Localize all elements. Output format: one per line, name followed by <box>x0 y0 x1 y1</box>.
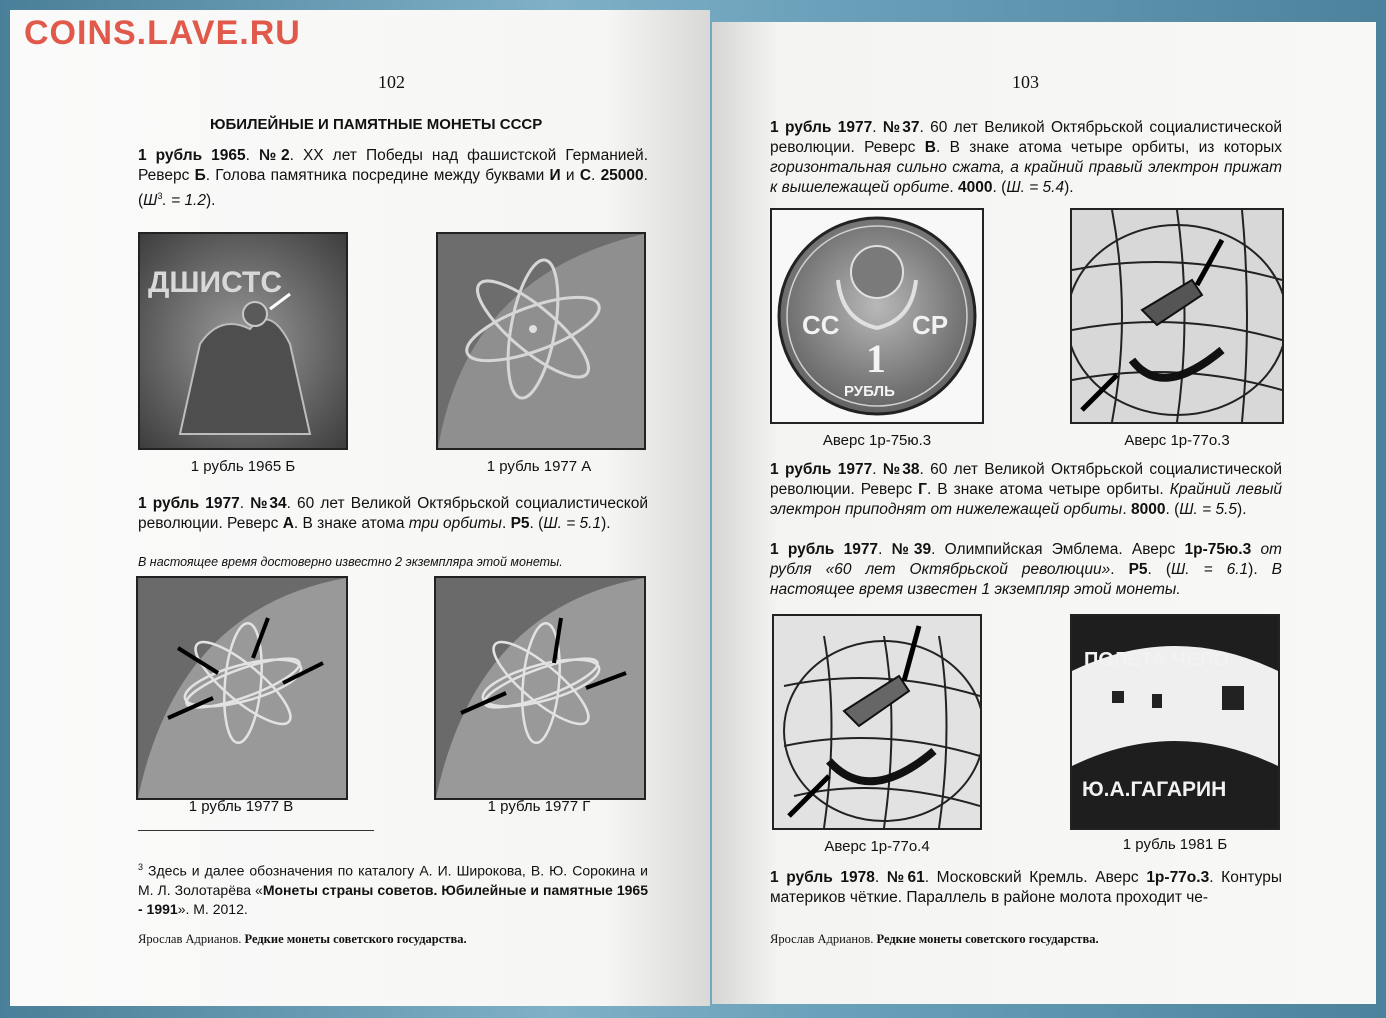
coin-text: СС <box>802 310 840 340</box>
photo-caption: 1 рубль 1977 В <box>188 798 294 815</box>
coin-photo <box>138 232 348 450</box>
coin-photo <box>436 232 646 450</box>
coin-text: 1 <box>866 336 886 381</box>
entry-note: В настоящее время достоверно известно 2 экземпляра этой монеты. <box>138 555 563 569</box>
footnote: $^3$ Здесь и далее обозначения по каталогу А. И. Широкова, В. Ю. Сорокина и М. Л. Золотарёва «Монеты страны советов. Юбилейные и памятные 1965 - 1991». М. 2012. <box>138 862 648 917</box>
left-page <box>10 10 710 1006</box>
entry-paragraph: 1 рубль 1977. №38. 60 лет Великой Октябрьской социалистической революции. Реверс Г. В знаке атома четыре орбиты. Крайний левый электрон приподнят от нижележащей орбиты. 8000. (Ш. = 5.5). <box>770 461 1282 518</box>
photo-caption: 1 рубль 1977 А <box>486 458 592 475</box>
entry-paragraph: 1 рубль 1965. №2. XX лет Победы над фашистской Германией. Реверс Б. Голова памятника посредине между буквами И и С. 25000. ($Ш^3$. = 1.2). <box>138 147 648 210</box>
coin-photo <box>1070 614 1280 830</box>
right-page <box>712 22 1376 1004</box>
entry-paragraph: 1 рубль 1978. №61. Московский Кремль. Аверс 1р-77о.3. Контуры материков чёткие. Параллель в районе молота проходит че- <box>770 869 1282 906</box>
page-footer: Ярослав Адрианов. Редкие монеты советского государства. <box>138 932 467 946</box>
footnote-rule <box>138 830 374 831</box>
page-footer: Ярослав Адрианов. Редкие монеты советского государства. <box>770 932 1099 946</box>
photo-caption: Аверс 1р-77о.4 <box>824 838 930 855</box>
coin-photo <box>1070 208 1284 424</box>
coin-text: РУБЛЬ <box>844 383 895 400</box>
coin-legend: ДШИСТС <box>148 266 282 299</box>
entry-paragraph: 1 рубль 1977. №39. Олимпийская Эмблема. Аверс 1р-75ю.3 от рубля «60 лет Октябрьской революции». Р5. (Ш. = 6.1). В настоящее время известен 1 экземпляр этой монеты. <box>770 541 1282 598</box>
page-number: 103 <box>1012 72 1039 92</box>
coin-text: Ю.А.ГАГАРИН <box>1082 778 1227 801</box>
coin-photo <box>772 614 982 830</box>
coin-photo <box>434 576 646 800</box>
coin-photo <box>770 208 984 424</box>
photo-caption: Аверс 1р-75ю.3 <box>822 432 932 449</box>
section-heading: ЮБИЛЕЙНЫЕ И ПАМЯТНЫЕ МОНЕТЫ СССР <box>210 116 543 133</box>
photo-caption: 1 рубль 1965 Б <box>190 458 296 475</box>
entry-paragraph: 1 рубль 1977. №34. 60 лет Великой Октябрьской социалистической революции. Реверс А. В знаке атома три орбиты. Р5. (Ш. = 5.1). <box>138 495 648 532</box>
photo-caption: 1 рубль 1977 Г <box>487 798 591 815</box>
coin-text: ПОЛЕТА ЧЕЛО <box>1084 649 1229 671</box>
watermark: COINS.LAVE.RU <box>24 14 301 52</box>
photo-caption: 1 рубль 1981 Б <box>1122 836 1228 853</box>
coin-text: СР <box>912 310 949 340</box>
coin-photo <box>136 576 348 800</box>
entry-paragraph: 1 рубль 1977. №37. 60 лет Великой Октябрьской социалистической революции. Реверс В. В знаке атома четыре орбиты, из которых горизонтальная сильно сжата, а крайний правый электрон прижат к вышележащей орбите. 4000. (Ш. = 5.4). <box>770 119 1282 196</box>
photo-caption: Аверс 1р-77о.3 <box>1124 432 1230 449</box>
page-number: 102 <box>378 72 405 92</box>
